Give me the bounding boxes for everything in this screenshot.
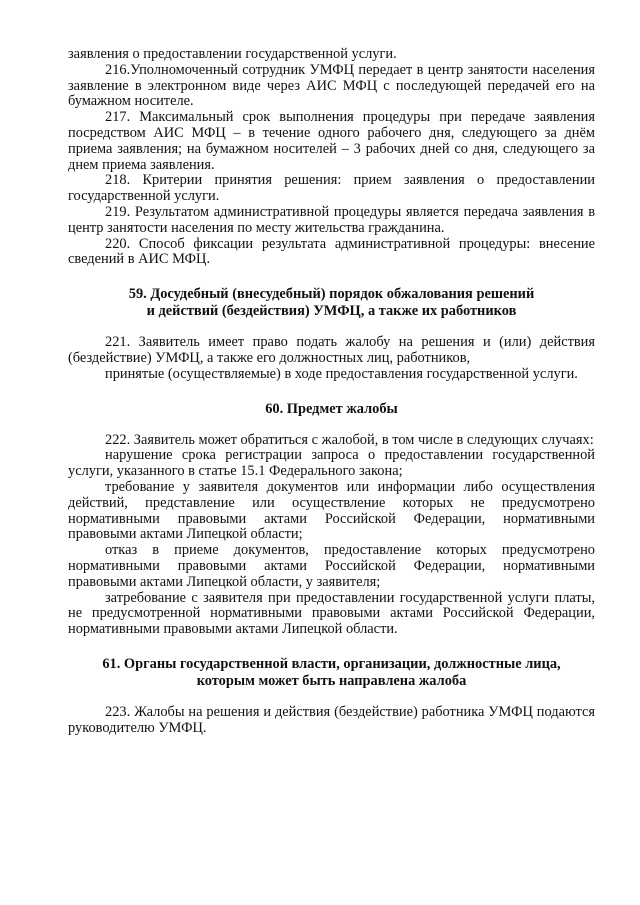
section-59-heading-line1: 59. Досудебный (внесудебный) порядок обжалования решений — [128, 286, 535, 303]
section-60-heading: 60. Предмет жалобы — [265, 400, 398, 417]
paragraph-221: 221. Заявитель имеет право подать жалобу на решения и (или) действия (бездействие) УМФЦ, а также его должностных лиц, работников, — [68, 334, 595, 366]
paragraph-222: 222. Заявитель может обратиться с жалобой, в том числе в следующих случаях: — [105, 431, 594, 448]
paragraph-221-continued: принятые (осуществляемые) в ходе предоставления государственной услуги. — [105, 365, 578, 382]
paragraph-217: 217. Максимальный срок выполнения процедуры при передаче заявления посредством АИС МФЦ – в течение одного рабочего дня, следующего за днём приема заявления; на бумажном носителей – 3 рабочих дней со дня, следующего за днем приема заявления. — [68, 109, 595, 173]
complaint-case-2: требование у заявителя документов или информации либо осуществления действий, представление или осуществление которых не предусмотрено нормативными правовыми актами Российской Федерации, нормативными правовыми актами Липецкой области; — [68, 478, 595, 543]
complaint-case-1: нарушение срока регистрации запроса о предоставлении государственной услуги, указанного в статье 15.1 Федерального закона; — [68, 447, 595, 480]
complaint-case-3: отказ в приеме документов, предоставление которых предусмотрено нормативными правовыми актами Российской Федерации, нормативными правовыми актами Липецкой области, у заявителя; — [68, 542, 595, 590]
section-61-heading-line1: 61. Органы государственной власти, организации, должностные лица, — [102, 655, 561, 672]
complaint-case-4: затребование с заявителя при предоставлении государственной услуги платы, не предусмотренной нормативными правовыми актами Российской Федерации, нормативными правовыми актами Липецкой области. — [68, 589, 595, 638]
paragraph-219: 219. Результатом административной процедуры является передача заявления в центр занятости населения по месту жительства гражданина. — [68, 203, 595, 236]
section-59-heading-line2: и действий (бездействия) УМФЦ, а также их работников — [146, 303, 517, 320]
paragraph-continuation: заявления о предоставлении государственной услуги. — [68, 46, 397, 62]
paragraph-216: 216.Уполномоченный сотрудник УМФЦ передает в центр занятости населения заявление в электронном виде через АИС МФЦ с последующей передачей его на бумажном носителе. — [68, 61, 595, 110]
paragraph-220: 220. Способ фиксации результата административной процедуры: внесение сведений в АИС МФЦ. — [68, 235, 595, 268]
paragraph-223: 223. Жалобы на решения и действия (бездействие) работника УМФЦ подаются руководителю УМФЦ. — [68, 703, 595, 736]
section-61-heading-line2: которым может быть направлена жалоба — [196, 672, 467, 689]
paragraph-218: 218. Критерии принятия решения: прием заявления о предоставлении государственной услуги. — [68, 172, 595, 205]
